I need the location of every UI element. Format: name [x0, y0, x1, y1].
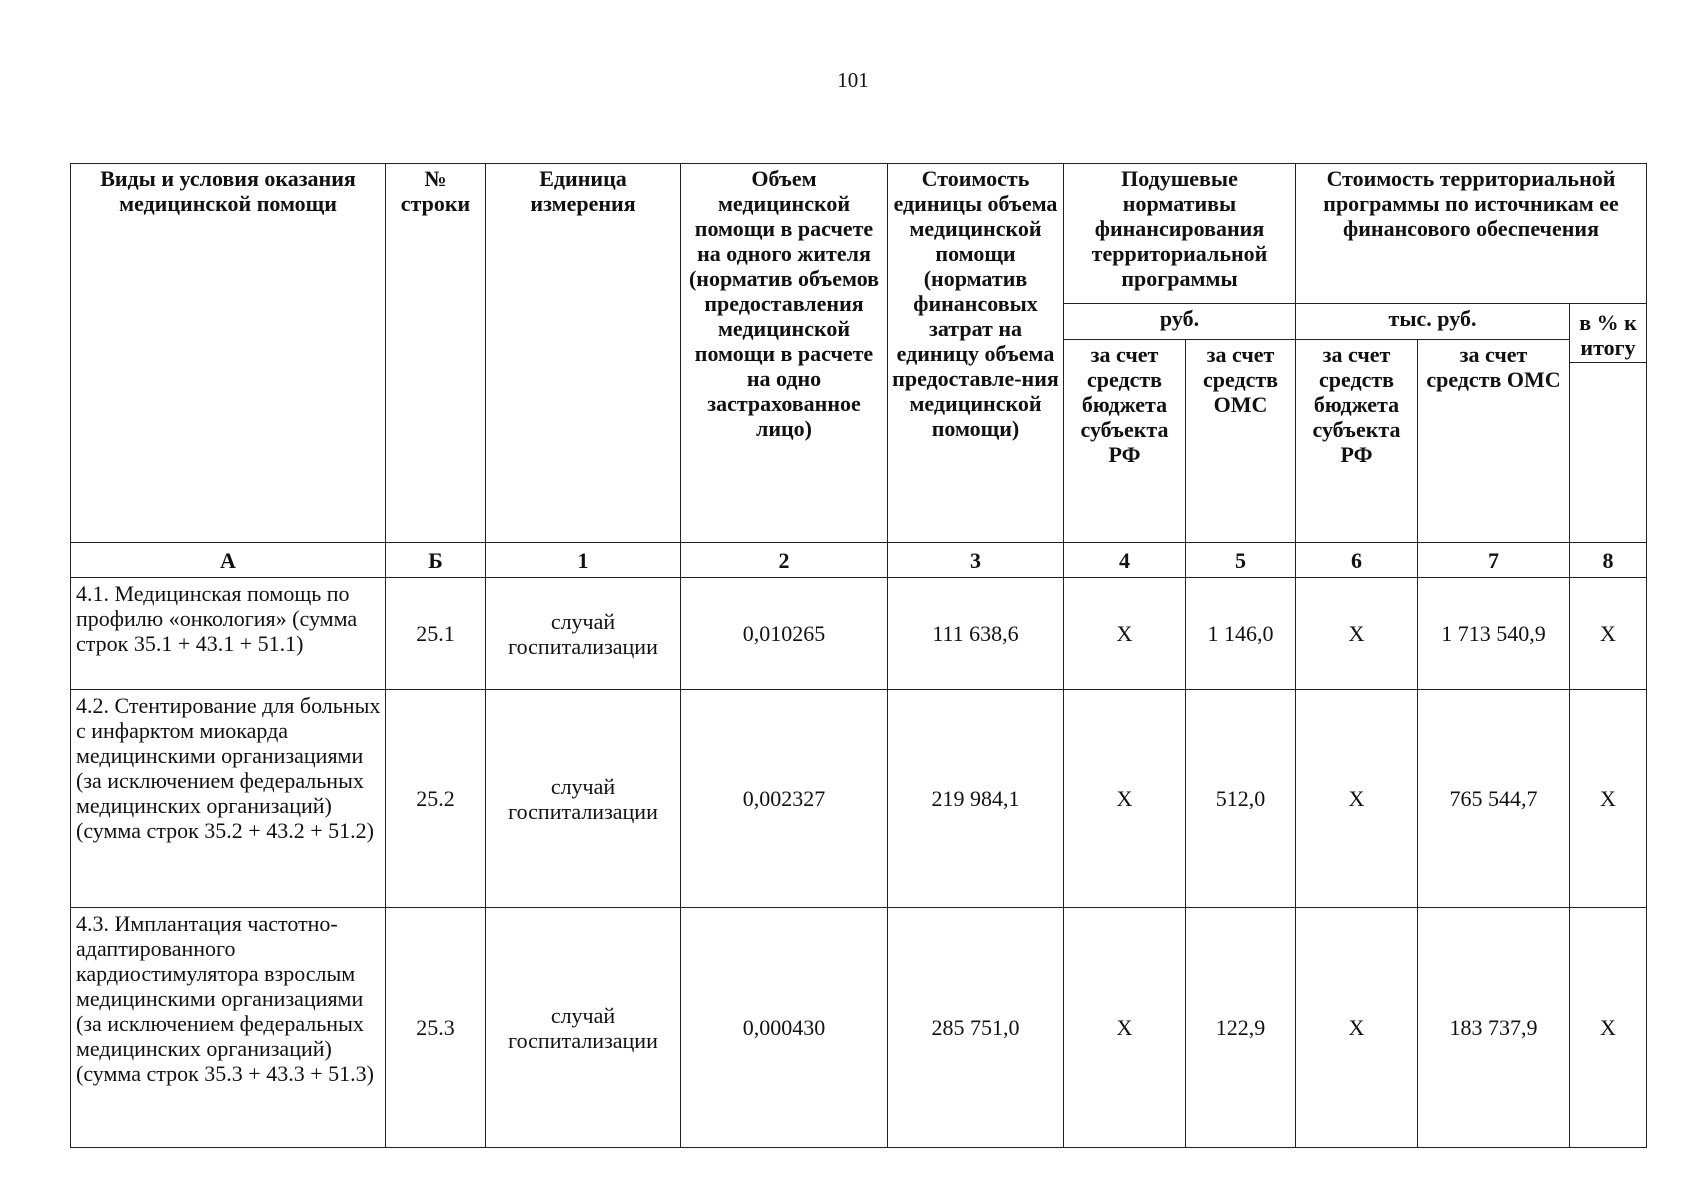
- table-row: [71, 690, 1647, 908]
- row-pc-budget: Х: [1064, 690, 1186, 908]
- row-unit: случай госпитализации: [486, 908, 681, 1148]
- row-name: 4.2. Стентирование для больных с инфарктом миокарда медицинскими организациями (за исключением федеральных медицинских организаций) (сумма строк 35.2 + 43.2 + 51.2): [71, 690, 386, 908]
- row-pc-oms: 1 146,0: [1186, 578, 1296, 690]
- page-number: 101: [837, 68, 869, 92]
- index-cell: 3: [888, 543, 1064, 578]
- row-percent: Х: [1570, 578, 1647, 690]
- row-unit-cost: 285 751,0: [888, 908, 1064, 1148]
- row-name: 4.1. Медицинская помощь по профилю «онкология» (сумма строк 35.1 + 43.1 + 51.1): [71, 578, 386, 690]
- index-cell: А: [71, 543, 386, 578]
- index-cell: 1: [486, 543, 681, 578]
- header-unit-rub: руб.: [1064, 304, 1296, 340]
- row-unit-cost: 219 984,1: [888, 690, 1064, 908]
- row-cost-budget: Х: [1296, 908, 1418, 1148]
- row-cost-oms: 1 713 540,9: [1418, 578, 1570, 690]
- row-line-number: 25.2: [386, 690, 486, 908]
- table-row: [71, 908, 1647, 1148]
- row-pc-budget: Х: [1064, 908, 1186, 1148]
- header-pc-oms: за счет средств ОМС: [1186, 340, 1296, 543]
- table-row: [71, 578, 1647, 690]
- header-cost-budget: за счет средств бюджета субъекта РФ: [1296, 340, 1418, 543]
- header-cost-oms: за счет средств ОМС: [1418, 340, 1570, 543]
- row-unit: случай госпитализации: [486, 690, 681, 908]
- row-percent: Х: [1570, 908, 1647, 1148]
- index-cell: 5: [1186, 543, 1296, 578]
- financing-table: [70, 163, 1647, 1148]
- row-volume: 0,000430: [681, 908, 888, 1148]
- row-pc-oms: 122,9: [1186, 908, 1296, 1148]
- row-volume: 0,010265: [681, 578, 888, 690]
- row-unit: случай госпитализации: [486, 578, 681, 690]
- row-pc-oms: 512,0: [1186, 690, 1296, 908]
- row-cost-budget: Х: [1296, 578, 1418, 690]
- header-unit: Единица измерения: [486, 164, 681, 543]
- row-cost-oms: 183 737,9: [1418, 908, 1570, 1148]
- column-index-row: [71, 543, 1647, 578]
- row-line-number: 25.3: [386, 908, 486, 1148]
- header-unit-cost: Стоимость единицы объема медицинской помощи (норматив финансовых затрат на единицу объема предоставле-ния медицинской помощи): [888, 164, 1064, 543]
- index-cell: 7: [1418, 543, 1570, 578]
- header-program-cost: Стоимость территориальной программы по источникам ее финансового обеспечения: [1296, 164, 1647, 304]
- header-row-1: [71, 164, 1647, 304]
- row-cost-oms: 765 544,7: [1418, 690, 1570, 908]
- row-percent: Х: [1570, 690, 1647, 908]
- row-name: 4.3. Имплантация частотно-адаптированного кардиостимулятора взрослым медицинскими организациями (за исключением федеральных медицинских организаций) (сумма строк 35.3 + 43.3 + 51.3): [71, 908, 386, 1148]
- header-line-number: № строки: [386, 164, 486, 543]
- header-pc-budget: за счет средств бюджета субъекта РФ: [1064, 340, 1186, 543]
- index-cell: 6: [1296, 543, 1418, 578]
- header-percent-cont: [1570, 363, 1647, 543]
- header-unit-thousand-rub: тыс. руб.: [1296, 304, 1570, 340]
- header-percent-total: в % к итогу: [1570, 304, 1647, 363]
- row-cost-budget: Х: [1296, 690, 1418, 908]
- index-cell: 4: [1064, 543, 1186, 578]
- header-types-conditions: Виды и условия оказания медицинской помощи: [71, 164, 386, 543]
- row-volume: 0,002327: [681, 690, 888, 908]
- header-volume: Объем медицинской помощи в расчете на одного жителя (норматив объемов предоставления медицинской помощи в расчете на одно застрахованное лицо): [681, 164, 888, 543]
- row-line-number: 25.1: [386, 578, 486, 690]
- header-per-capita-norms: Подушевые нормативы финансирования территориальной программы: [1064, 164, 1296, 304]
- index-cell: Б: [386, 543, 486, 578]
- row-pc-budget: Х: [1064, 578, 1186, 690]
- index-cell: 8: [1570, 543, 1647, 578]
- row-unit-cost: 111 638,6: [888, 578, 1064, 690]
- index-cell: 2: [681, 543, 888, 578]
